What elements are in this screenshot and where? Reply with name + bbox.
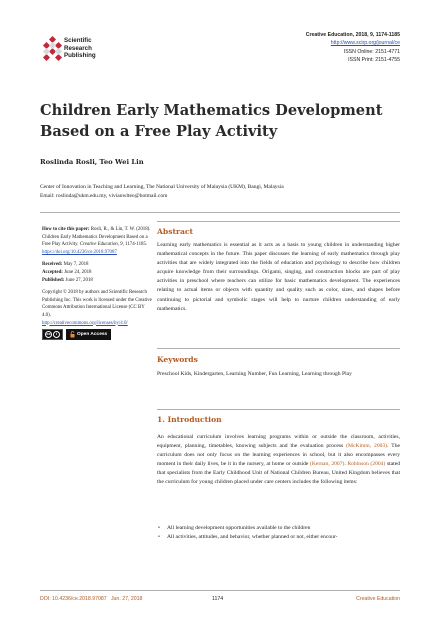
publisher-line-2: Research (64, 44, 92, 52)
article-authors: Roslinda Rosli, Teo Wei Lin (40, 158, 144, 166)
received-label: Received: (42, 262, 63, 268)
cc-icon: cc (46, 332, 51, 337)
attribution-icon: i (53, 331, 60, 338)
citation-text: Rosli, R., & Lin, T. W. (2018). Children Early Mathematics Development Based on a Free Play Activity. (42, 227, 151, 248)
copyright-block (42, 289, 152, 340)
citation-robinson[interactable]: Robinson (2004) (347, 461, 386, 468)
license-link[interactable]: http://creativecommons.org/licenses/by/4.0/ (42, 320, 128, 326)
intro-text-4: stated that specialists from the Early Childhood Unit of National Children Bureau, United Kingdom believes that the curriculum for young children placed under care centers includes the following items: (157, 461, 400, 486)
license-badges (42, 329, 152, 340)
publisher-line-3: Publishing (64, 52, 96, 60)
intro-paragraph (157, 433, 400, 488)
citation-mckimm[interactable]: (McKimm, 2003) (346, 443, 388, 450)
keywords-text: Preschool Kids, Kindergarten, Learning Number, Fun Learning, Learning through Play (157, 371, 352, 377)
accepted-label: Accepted: (42, 269, 63, 275)
citation-doi-link[interactable]: https://doi.org/10.4236/ce.2018.97087 (42, 249, 117, 255)
citation-heading: How to cite this paper: (42, 227, 90, 232)
intro-rule (157, 409, 400, 410)
issn-online: ISSN Online: 2151-4771 (343, 48, 400, 55)
copyright-text: Copyright © 2018 by authors and Scientific Research Publishing Inc. This work is licensed under the Creative Commons Attribution International License (CC BY 4.0). (42, 290, 152, 318)
intro-text-1: An educational curriculum involves learning programs within or outside the classroom, activities, equipment, planning, timetables, knowing subjects and the evaluation process (157, 434, 400, 450)
curriculum-list (157, 524, 400, 542)
footer-doi (40, 596, 142, 602)
received-date: May 7, 2018 (63, 262, 89, 268)
publisher-name (64, 37, 96, 60)
issn-print: ISSN Print: 2151-4755 (348, 57, 400, 64)
abstract-heading: Abstract (157, 227, 194, 236)
published-label: Published: (42, 277, 65, 283)
footer-date: Jun. 27, 2018 (110, 596, 143, 602)
citation-block (42, 226, 152, 256)
journal-reference: Creative Education, 2018, 9, 1174-1185 (305, 32, 400, 38)
cc-by-badge[interactable] (42, 329, 63, 340)
article-sidebar (42, 226, 152, 345)
intro-text-3: . (344, 461, 346, 468)
open-access-badge[interactable] (66, 329, 111, 340)
citation-journal: Creative Education, 9, (79, 242, 124, 248)
journal-url-link[interactable]: http://www.scirp.org/journal/ce (330, 40, 400, 47)
keywords-rule (157, 348, 400, 349)
citation-pages: 1174-1185. (125, 242, 148, 248)
journal-meta (306, 31, 400, 65)
footer-journal: Creative Education (356, 596, 400, 602)
citation-kernan[interactable]: (Kernan, 2007) (310, 461, 345, 468)
footer-doi-text: DOI: 10.4236/ce.2018.97087 (40, 596, 107, 602)
author-affiliation (40, 183, 410, 201)
published-date: June 27, 2018 (65, 277, 93, 283)
header-divider (40, 212, 400, 213)
keywords-heading: Keywords (157, 355, 198, 364)
footer-divider (40, 590, 400, 591)
dates-block (42, 261, 152, 284)
article-title: Children Early Mathematics Development Based on a Free Play Activity (40, 102, 383, 140)
intro-heading: 1. Introduction (157, 415, 222, 424)
open-lock-icon (70, 331, 75, 338)
abstract-rule (157, 221, 400, 222)
intro-text-2: . The curriculum does not only focus on the learning experiences in school, but it also encompasses every moment in their daily lives, be it in the nursery, at home or outside (157, 443, 400, 468)
list-item: • All activities, attitudes, and behavior, whether planned or not, either encour- (157, 533, 400, 542)
open-access-label: Open Access (77, 331, 108, 337)
author-email: Email: roslinda@ukm.edu.my, vivianwlteo@hotmail.com (40, 193, 168, 199)
publisher-line-1: Scientific (64, 37, 92, 44)
affiliation-text: Center of Innovation in Teaching and Learning, The National University of Malaysia (UKM), Bangi, Malaysia (40, 184, 284, 190)
abstract-text: Learning early mathematics is essential as it acts as a basis to young children in understanding higher mathematical concepts in the future. This paper discusses the learning of early mathematics through play activities that are widely integrated into the fields of education and psychology to describe how children acquire knowledge from their surroundings. Origami, singing, and construction blocks are part of play activities in preschool where teachers can utilize for basic mathematics development. The experiences relating to actual items or objects with quantity and quality such as color, sizes, and shapes before continuing to pictorial and symbolic stages will help to nurture children understanding of early mathematics. (157, 242, 400, 312)
accepted-date: June 24, 2018 (64, 269, 92, 275)
list-item: • All learning development opportunities available to the children (157, 524, 400, 533)
page-number: 1174 (212, 596, 224, 602)
